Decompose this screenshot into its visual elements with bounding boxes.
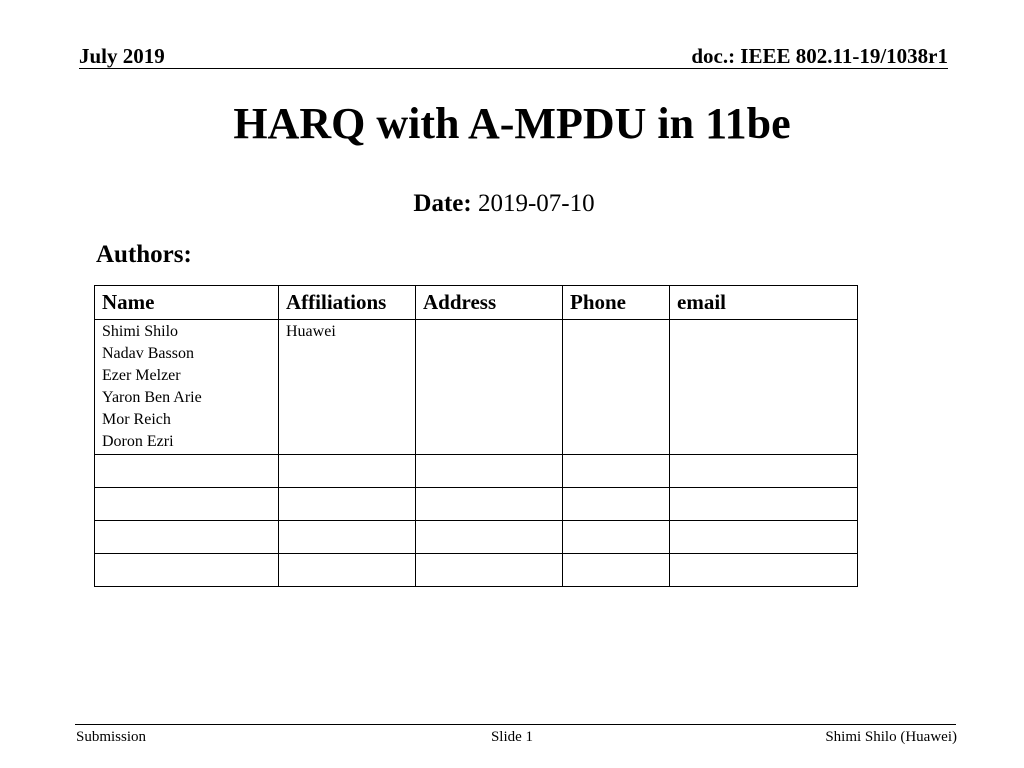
table-cell	[95, 554, 279, 587]
author-names-cell	[95, 320, 279, 455]
table-cell	[563, 488, 670, 521]
author-name: Ezer Melzer	[102, 367, 181, 384]
affiliation-cell: Huawei	[279, 320, 416, 455]
table-cell	[279, 521, 416, 554]
table-row	[95, 554, 858, 587]
table-cell	[95, 488, 279, 521]
table-cell	[563, 554, 670, 587]
table-cell	[563, 455, 670, 488]
table-row	[95, 521, 858, 554]
date-label: Date:	[413, 190, 472, 217]
phone-cell	[563, 320, 670, 455]
table-cell	[416, 488, 563, 521]
table-cell	[670, 521, 858, 554]
table-cell	[95, 455, 279, 488]
authors-label: Authors:	[96, 241, 192, 268]
column-header-phone: Phone	[563, 286, 670, 320]
column-header-affiliations: Affiliations	[279, 286, 416, 320]
author-name: Doron Ezri	[102, 433, 174, 450]
table-cell	[95, 521, 279, 554]
table-cell	[279, 554, 416, 587]
header-doc-id: doc.: IEEE 802.11-19/1038r1	[691, 44, 948, 68]
date-line	[0, 190, 1008, 218]
table-cell	[563, 521, 670, 554]
email-cell	[670, 320, 858, 455]
table-header-row	[95, 286, 858, 320]
table-row	[95, 455, 858, 488]
table-cell	[416, 521, 563, 554]
header-date: July 2019	[79, 44, 165, 68]
author-name: Shimi Shilo	[102, 323, 179, 340]
column-header-address: Address	[416, 286, 563, 320]
table-cell	[670, 488, 858, 521]
footer-submission: Submission	[76, 729, 147, 745]
table-cell	[670, 554, 858, 587]
table-cell	[416, 554, 563, 587]
header-divider	[79, 68, 948, 69]
table-row	[95, 488, 858, 521]
author-name: Mor Reich	[102, 411, 171, 428]
table-cell	[279, 455, 416, 488]
column-header-email: email	[670, 286, 858, 320]
table-cell	[279, 488, 416, 521]
slide-title: HARQ with A-MPDU in 11be	[233, 99, 791, 148]
table-row	[95, 320, 858, 455]
footer-author: Shimi Shilo (Huawei)	[825, 729, 957, 745]
footer-slide-number: Slide 1	[490, 729, 534, 745]
authors-table	[94, 285, 858, 587]
address-cell	[416, 320, 563, 455]
column-header-name: Name	[95, 286, 279, 320]
table-cell	[670, 455, 858, 488]
footer-divider	[75, 724, 956, 725]
author-name: Yaron Ben Arie	[102, 389, 202, 406]
date-value: 2019-07-10	[477, 190, 595, 217]
table-cell	[416, 455, 563, 488]
author-name: Nadav Basson	[102, 345, 194, 362]
